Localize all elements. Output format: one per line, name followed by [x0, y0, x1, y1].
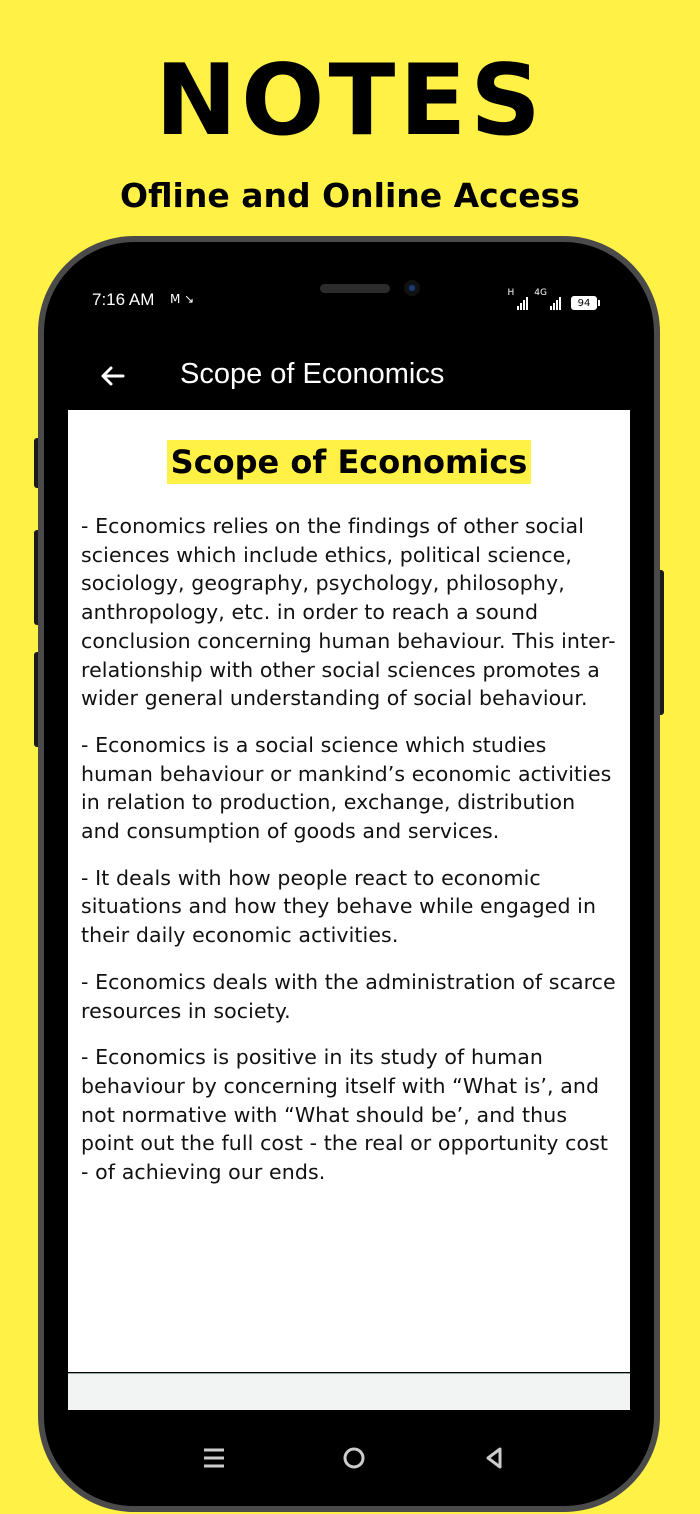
arrow-left-icon[interactable] [96, 360, 128, 392]
system-nav-bar [44, 1410, 654, 1506]
bottom-banner-area [68, 1373, 630, 1411]
phone-speaker [320, 284, 390, 293]
article-content [68, 410, 630, 1372]
signal-icon [517, 296, 528, 310]
phone-screen [44, 242, 654, 1506]
article-paragraph: - Economics relies on the findings of other social sciences which include ethics, political science, sociology, geography, psychology, philosophy, anthropology, etc. in order to reach a sound conclusion concerning human behaviour. This inter-relationship with other social sciences promotes a wider general understanding of social behaviour. [81, 514, 616, 711]
front-camera [404, 280, 420, 296]
notification-icons: M ↘ [170, 292, 195, 306]
promo-subtitle: Ofline and Online Access [120, 176, 580, 215]
page-title: Scope of Economics [180, 358, 445, 390]
article-paragraph: - Economics deals with the administration of scarce resources in society. [81, 969, 616, 1023]
status-indicators [508, 288, 600, 310]
network-type-label: 4G [534, 288, 547, 298]
app-bar [44, 342, 654, 416]
battery-level: 94 [571, 296, 597, 310]
promo-title: NOTES [155, 44, 545, 158]
article-heading: Scope of Economics [167, 440, 532, 484]
battery-icon [571, 296, 600, 310]
home-icon[interactable] [336, 1440, 372, 1476]
network-type-label: H [507, 288, 515, 298]
phone-frame [38, 236, 660, 1512]
article-paragraph: - Economics is a social science which studies human behaviour or mankind’s economic activities in relation to production, exchange, distribution and consumption of goods and services. [81, 732, 612, 844]
signal-icon [550, 296, 561, 310]
back-triangle-icon[interactable] [476, 1440, 512, 1476]
menu-icon[interactable] [196, 1440, 232, 1476]
article-paragraph: - It deals with how people react to economic situations and how they behave while engaged in their daily economic activities. [81, 865, 597, 948]
article-paragraph: - Economics is positive in its study of human behaviour by concerning itself with “What is’, and not normative with “What should be’, and thus point out the full cost - the real or opportunity cost - of achieving our ends. [81, 1045, 609, 1185]
status-time: 7:16 AM [92, 290, 155, 309]
